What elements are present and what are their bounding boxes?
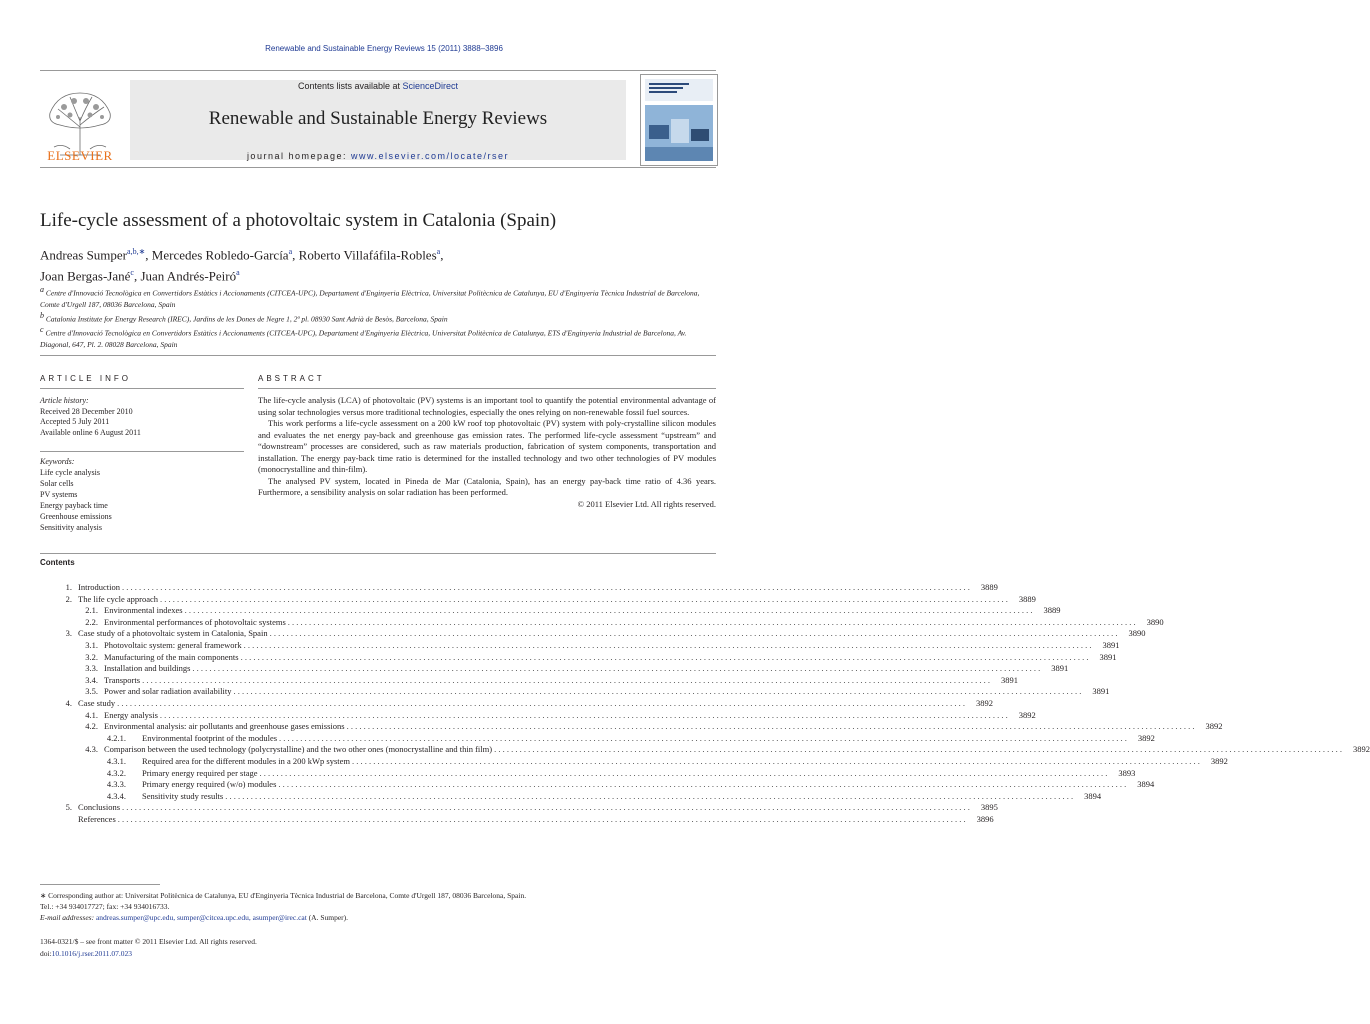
toc-number: 1. bbox=[65, 582, 72, 592]
toc-page-number[interactable]: 3894 bbox=[1137, 779, 1155, 790]
toc-page-number[interactable]: 3892 bbox=[1352, 744, 1370, 755]
toc-entry[interactable] bbox=[40, 605, 1061, 617]
affil-marker: a bbox=[40, 285, 44, 294]
toc-page-number[interactable]: 3892 bbox=[1018, 709, 1036, 720]
toc-title[interactable]: Energy analysis bbox=[104, 709, 158, 720]
history-received: Received 28 December 2010 bbox=[40, 406, 133, 416]
toc-entry[interactable] bbox=[40, 790, 1102, 803]
history-accepted: Accepted 5 July 2011 bbox=[40, 417, 110, 426]
toc-page-number[interactable]: 3892 bbox=[1210, 755, 1228, 766]
toc-leader-dots: . . . . . . . . . . . . . . . . . . . . . . . . . . . . . . . . . . . . . . . . . . . . . . . . . . . . . . . . . . . . . . . . . . . . . . . . . . . . . . . . . . . . . . . . . . . . . . . . . . . . . . . . . . . . . . . . . . . . . . . . . . . . . . . . . . . . . . . . . . . . . . . . . . . . . . . . . . . . . . . . . . . . . . . . . . . . . . . . . . . . . . . . . . . . . . . . . . . . . . . . bbox=[117, 813, 966, 824]
contents-available-line bbox=[130, 81, 626, 91]
toc-entry[interactable] bbox=[40, 593, 1036, 606]
issn-line: 1364-0321/$ – see front matter © 2011 Elsevier Ltd. All rights reserved. bbox=[40, 937, 257, 946]
toc-number: 4.3. bbox=[85, 744, 98, 755]
toc-entry[interactable] bbox=[40, 651, 1117, 664]
toc-number bbox=[40, 814, 72, 826]
doi-link[interactable]: 10.1016/j.rser.2011.07.023 bbox=[51, 949, 133, 958]
homepage-link[interactable]: www.elsevier.com/locate/rser bbox=[351, 151, 510, 161]
toc-page-number[interactable]: 3891 bbox=[1000, 674, 1018, 685]
toc-leader-dots: . . . . . . . . . . . . . . . . . . . . . . . . . . . . . . . . . . . . . . . . . . . . . . . . . . . . . . . . . . . . . . . . . . . . . . . . . . . . . . . . . . . . . . . . . . . . . . . . . . . . . . . . . . . . . . . . . . . . . . . . . . . . . . . . . . . . . . . . . . . . . . . . . . . . . . . . . . . . . . . . . . . . . . . . . . . . . . . . . . . . . . . . . . . . . . . . . . . . . . . . bbox=[243, 639, 1092, 650]
toc-entry[interactable] bbox=[40, 732, 1155, 745]
toc-leader-dots: . . . . . . . . . . . . . . . . . . . . . . . . . . . . . . . . . . . . . . . . . . . . . . . . . . . . . . . . . . . . . . . . . . . . . . . . . . . . . . . . . . . . . . . . . . . . . . . . . . . . . . . . . . . . . . . . . . . . . . . . . . . . . . . . . . . . . . . . . . . . . . . . . . . . . . . . . . . . . . . . . . . . . . . . . . . . . . . . . . . . . . . . . . . . . . . . . . . . . . . . bbox=[494, 744, 1342, 755]
toc-title[interactable]: Environmental performances of photovoltaic systems bbox=[104, 616, 286, 627]
toc-leader-dots: . . . . . . . . . . . . . . . . . . . . . . . . . . . . . . . . . . . . . . . . . . . . . . . . . . . . . . . . . . . . . . . . . . . . . . . . . . . . . . . . . . . . . . . . . . . . . . . . . . . . . . . . . . . . . . . . . . . . . . . . . . . . . . . . . . . . . . . . . . . . . . . . . . . . . . . . . . . . . . . . . . . . . . . . . . . . . . . . . . . . . . . . . . . . . . . . . . . . . . . . bbox=[225, 790, 1074, 801]
affil-marker: b bbox=[40, 310, 44, 320]
toc-title[interactable]: Power and solar radiation availability bbox=[104, 686, 232, 697]
toc-page-number[interactable]: 3889 bbox=[980, 582, 998, 592]
toc-entry[interactable] bbox=[40, 616, 1164, 629]
toc-number: 3. bbox=[65, 628, 72, 639]
email-links[interactable]: andreas.sumper@upc.edu, sumper@citcea.upc.edu, asumper@irec.cat bbox=[95, 913, 307, 922]
toc-title[interactable]: Sensitivity study results bbox=[142, 790, 224, 801]
affiliations bbox=[40, 284, 716, 350]
toc-leader-dots: . . . . . . . . . . . . . . . . . . . . . . . . . . . . . . . . . . . . . . . . . . . . . . . . . . . . . . . . . . . . . . . . . . . . . . . . . . . . . . . . . . . . . . . . . . . . . . . . . . . . . . . . . . . . . . . . . . . . . . . . . . . . . . . . . . . . . . . . . . . . . . . . . . . . . . . . . . . . . . . . . . . . . . . . . . . . . . . . . . . . . . . . . . . . . . . . . . . . . . . . bbox=[233, 686, 1082, 697]
author-affil-sup[interactable]: a bbox=[436, 247, 441, 256]
toc-entry[interactable] bbox=[40, 663, 1069, 675]
keyword: Life cycle analysis bbox=[40, 468, 100, 477]
toc-leader-dots: . . . . . . . . . . . . . . . . . . . . . . . . . . . . . . . . . . . . . . . . . . . . . . . . . . . . . . . . . . . . . . . . . . . . . . . . . . . . . . . . . . . . . . . . . . . . . . . . . . . . . . . . . . . . . . . . . . . . . . . . . . . . . . . . . . . . . . . . . . . . . . . . . . . . . . . . . . . . . . . . . . . . . . . . . . . . . . . . . . . . . . . . . . . . . . . . . . . . . . . . bbox=[160, 593, 1008, 604]
toc-page-number[interactable]: 3892 bbox=[1137, 732, 1155, 743]
journal-citation[interactable]: Renewable and Sustainable Energy Reviews 15 (2011) 3888–3896 bbox=[265, 44, 503, 53]
toc-page-number[interactable]: 3891 bbox=[1099, 651, 1117, 662]
author-affil-sup[interactable]: a bbox=[288, 247, 293, 256]
abstract-body bbox=[258, 395, 716, 510]
toc-page-number[interactable]: 3892 bbox=[975, 697, 993, 708]
toc-leader-dots: . . . . . . . . . . . . . . . . . . . . . . . . . . . . . . . . . . . . . . . . . . . . . . . . . . . . . . . . . . . . . . . . . . . . . . . . . . . . . . . . . . . . . . . . . . . . . . . . . . . . . . . . . . . . . . . . . . . . . . . . . . . . . . . . . . . . . . . . . . . . . . . . . . . . . . . . . . . . . . . . . . . . . . . . . . . . . . . . . . . . . . . . . . . . . . . . . . . . . . . . bbox=[279, 732, 1127, 743]
toc-number: 3.1. bbox=[85, 639, 98, 650]
affiliation-b bbox=[40, 310, 716, 325]
toc-page-number[interactable]: 3894 bbox=[1084, 790, 1102, 801]
toc-entry[interactable] bbox=[40, 709, 1036, 722]
toc-page-number[interactable]: 3895 bbox=[980, 802, 998, 813]
toc-leader-dots: . . . . . . . . . . . . . . . . . . . . . . . . . . . . . . . . . . . . . . . . . . . . . . . . . . . . . . . . . . . . . . . . . . . . . . . . . . . . . . . . . . . . . . . . . . . . . . . . . . . . . . . . . . . . . . . . . . . . . . . . . . . . . . . . . . . . . . . . . . . . . . . . . . . . . . . . . . . . . . . . . . . . . . . . . . . . . . . . . . . . . . . . . . . . . . . . . . . . . . . . bbox=[346, 721, 1195, 732]
toc-page-number[interactable]: 3890 bbox=[1146, 616, 1164, 627]
keyword: Sensitivity analysis bbox=[40, 523, 102, 532]
toc-title[interactable]: Photovoltaic system: general framework bbox=[104, 639, 242, 650]
toc-entry[interactable] bbox=[40, 813, 994, 826]
divider bbox=[40, 355, 716, 356]
article-title: Life-cycle assessment of a photovoltaic system in Catalonia (Spain) bbox=[40, 210, 557, 231]
author-name[interactable]: , Mercedes Robledo-García bbox=[145, 247, 289, 263]
toc-entry[interactable] bbox=[40, 721, 1223, 733]
toc-entry[interactable] bbox=[40, 767, 1136, 780]
corresponding-author: ∗ Corresponding author at: Universitat Politècnica de Catalunya, EU d'Enginyeria Tècnica Industrial de Barcelona, Comte d'Urgell 187, 08036 Barcelona, Spain. bbox=[40, 891, 527, 900]
affil-text: Centre d'Innovació Tecnològica en Convertidors Estàtics i Accionaments (CITCEA-UPC), Departament d'Enginyeria Elèctrica, Universitat Politècnica de Catalunya, EU d'Enginyeria Tècnica Industrial de Barcelona, Comte d'Urgell 187, 08036 Barcelona, Spain bbox=[40, 288, 700, 309]
journal-cover-thumbnail bbox=[640, 74, 718, 166]
toc-entry[interactable] bbox=[40, 802, 998, 814]
toc-leader-dots: . . . . . . . . . . . . . . . . . . . . . . . . . . . . . . . . . . . . . . . . . . . . . . . . . . . . . . . . . . . . . . . . . . . . . . . . . . . . . . . . . . . . . . . . . . . . . . . . . . . . . . . . . . . . . . . . . . . . . . . . . . . . . . . . . . . . . . . . . . . . . . . . . . . . . . . . . . . . . . . . . . . . . . . . . . . . . . . . . . . . . . . . . . . . . . . . . . . . . . . . bbox=[122, 582, 970, 592]
authors-line-1 bbox=[40, 243, 720, 264]
toc-title[interactable]: References bbox=[78, 813, 116, 824]
toc-title[interactable]: The life cycle approach bbox=[78, 593, 158, 604]
toc-page-number[interactable]: 3889 bbox=[1043, 605, 1061, 616]
toc-page-number[interactable]: 3891 bbox=[1102, 639, 1120, 650]
toc-title[interactable]: Conclusions bbox=[78, 802, 121, 813]
email-label: E-mail addresses: bbox=[40, 913, 96, 922]
toc-page-number[interactable]: 3891 bbox=[1051, 663, 1069, 674]
toc-leader-dots: . . . . . . . . . . . . . . . . . . . . . . . . . . . . . . . . . . . . . . . . . . . . . . . . . . . . . . . . . . . . . . . . . . . . . . . . . . . . . . . . . . . . . . . . . . . . . . . . . . . . . . . . . . . . . . . . . . . . . . . . . . . . . . . . . . . . . . . . . . . . . . . . . . . . . . . . . . . . . . . . . . . . . . . . . . . . . . . . . . . . . . . . . . . . . . . . . . . . . . . . bbox=[159, 709, 1008, 720]
abstract-paragraph: The life-cycle analysis (LCA) of photovoltaic (PV) systems is an important tool to quantify the potential environmental advantage of using solar technologies versus more traditional technologies, especially the ones relying on non-renewable fossil fuel sources. bbox=[258, 395, 716, 417]
toc-number: 2.2. bbox=[85, 616, 98, 627]
toc-number: 3.3. bbox=[85, 663, 98, 674]
toc-entry[interactable] bbox=[40, 582, 998, 594]
keyword: Energy payback time bbox=[40, 501, 108, 510]
email-line bbox=[40, 912, 720, 923]
toc-leader-dots: . . . . . . . . . . . . . . . . . . . . . . . . . . . . . . . . . . . . . . . . . . . . . . . . . . . . . . . . . . . . . . . . . . . . . . . . . . . . . . . . . . . . . . . . . . . . . . . . . . . . . . . . . . . . . . . . . . . . . . . . . . . . . . . . . . . . . . . . . . . . . . . . . . . . . . . . . . . . . . . . . . . . . . . . . . . . . . . . . . . . . . . . . . . . . . . . . . . . . . . . bbox=[142, 674, 990, 685]
toc-number: 2. bbox=[65, 593, 72, 604]
affiliation-c bbox=[40, 324, 716, 350]
toc-page-number[interactable]: 3891 bbox=[1092, 686, 1110, 697]
toc-entry[interactable] bbox=[40, 755, 1228, 768]
toc-number: 2.1. bbox=[85, 605, 98, 616]
authors-line-2 bbox=[40, 264, 720, 285]
contents-prefix: Contents lists available at bbox=[297, 81, 403, 91]
toc-title[interactable]: Case study of a photovoltaic system in Catalonia, Spain bbox=[78, 628, 268, 639]
author-list bbox=[40, 243, 720, 286]
author-name[interactable]: , Roberto Villafáfila-Robles bbox=[292, 247, 437, 263]
toc-leader-dots: . . . . . . . . . . . . . . . . . . . . . . . . . . . . . . . . . . . . . . . . . . . . . . . . . . . . . . . . . . . . . . . . . . . . . . . . . . . . . . . . . . . . . . . . . . . . . . . . . . . . . . . . . . . . . . . . . . . . . . . . . . . . . . . . . . . . . . . . . . . . . . . . . . . . . . . . . . . . . . . . . . . . . . . . . . . . . . . . . . . . . . . . . . . . . . . . . . . . . . . . bbox=[269, 628, 1118, 639]
keyword: Greenhouse emissions bbox=[40, 512, 112, 521]
history-online: Available online 6 August 2011 bbox=[40, 427, 141, 437]
keyword: Solar cells bbox=[40, 479, 74, 488]
toc-number: 4.3.1. bbox=[106, 755, 126, 766]
keywords bbox=[40, 456, 240, 533]
toc-leader-dots: . . . . . . . . . . . . . . . . . . . . . . . . . . . . . . . . . . . . . . . . . . . . . . . . . . . . . . . . . . . . . . . . . . . . . . . . . . . . . . . . . . . . . . . . . . . . . . . . . . . . . . . . . . . . . . . . . . . . . . . . . . . . . . . . . . . . . . . . . . . . . . . . . . . . . . . . . . . . . . . . . . . . . . . . . . . . . . . . . . . . . . . . . . . . . . . . . . . . . . . . bbox=[352, 755, 1200, 766]
contents-heading: Contents bbox=[40, 558, 75, 567]
toc-page-number[interactable]: 3893 bbox=[1118, 767, 1136, 778]
toc-page-number[interactable]: 3896 bbox=[976, 813, 994, 824]
toc-title[interactable]: Manufacturing of the main components bbox=[104, 651, 239, 662]
footnote-divider bbox=[40, 884, 160, 885]
toc-title[interactable]: Required area for the different modules in a 200 kWp system bbox=[142, 755, 351, 766]
author-affil-sup[interactable]: a,b,∗ bbox=[127, 247, 146, 256]
article-history bbox=[40, 396, 240, 438]
author-affil-sup[interactable]: c bbox=[130, 268, 134, 278]
sciencedirect-link[interactable]: ScienceDirect bbox=[402, 81, 459, 91]
toc-number: 3.2. bbox=[85, 651, 98, 662]
keyword: PV systems bbox=[40, 490, 78, 499]
footnote bbox=[40, 890, 720, 923]
toc-leader-dots: . . . . . . . . . . . . . . . . . . . . . . . . . . . . . . . . . . . . . . . . . . . . . . . . . . . . . . . . . . . . . . . . . . . . . . . . . . . . . . . . . . . . . . . . . . . . . . . . . . . . . . . . . . . . . . . . . . . . . . . . . . . . . . . . . . . . . . . . . . . . . . . . . . . . . . . . . . . . . . . . . . . . . . . . . . . . . . . . . . . . . . . . . . . . . . . . . . . . . . . . bbox=[240, 651, 1089, 662]
toc-title[interactable]: Case study bbox=[78, 697, 116, 708]
divider bbox=[40, 451, 244, 452]
affil-text: Catalonia Institute for Energy Research (IREC), Jardins de les Dones de Negre 1, 2ª pl. 08930 Sant Adrià de Besòs, Barcelona, Spain bbox=[44, 314, 448, 323]
toc-page-number[interactable]: 3889 bbox=[1018, 593, 1036, 604]
toc-title[interactable]: Installation and buildings bbox=[104, 663, 191, 674]
toc-entry[interactable] bbox=[40, 674, 1018, 687]
toc-leader-dots: . . . . . . . . . . . . . . . . . . . . . . . . . . . . . . . . . . . . . . . . . . . . . . . . . . . . . . . . . . . . . . . . . . . . . . . . . . . . . . . . . . . . . . . . . . . . . . . . . . . . . . . . . . . . . . . . . . . . . . . . . . . . . . . . . . . . . . . . . . . . . . . . . . . . . . . . . . . . . . . . . . . . . . . . . . . . . . . . . . . . . . . . . . . . . . . . . . . . . . . . bbox=[278, 779, 1127, 790]
history-label: Article history: bbox=[40, 396, 89, 405]
toc-number: 4.1. bbox=[85, 709, 98, 720]
toc-number: 4.2.1. bbox=[106, 732, 126, 743]
author-separator: , bbox=[440, 247, 444, 263]
abstract-copyright: © 2011 Elsevier Ltd. All rights reserved. bbox=[577, 498, 716, 509]
toc-leader-dots: . . . . . . . . . . . . . . . . . . . . . . . . . . . . . . . . . . . . . . . . . . . . . . . . . . . . . . . . . . . . . . . . . . . . . . . . . . . . . . . . . . . . . . . . . . . . . . . . . . . . . . . . . . . . . . . . . . . . . . . . . . . . . . . . . . . . . . . . . . . . . . . . . . . . . . . . . . . . . . . . . . . . . . . . . . . . . . . . . . . . . . . . . . . . . . . . . . . . . . . . bbox=[192, 663, 1041, 674]
toc-number: 3.5. bbox=[85, 686, 98, 697]
toc-title[interactable]: Environmental analysis: air pollutants and greenhouse gases emissions bbox=[104, 721, 345, 732]
issn-block bbox=[40, 936, 440, 960]
email-suffix: (A. Sumper). bbox=[306, 913, 349, 922]
keywords-label: Keywords: bbox=[40, 457, 75, 466]
toc-entry[interactable] bbox=[40, 628, 1146, 640]
toc-title[interactable]: Primary energy required per stage bbox=[142, 767, 258, 778]
toc-title[interactable]: Environmental indexes bbox=[104, 605, 183, 616]
toc-entry[interactable] bbox=[40, 639, 1120, 652]
toc-title[interactable]: Environmental footprint of the modules bbox=[142, 732, 278, 743]
homepage-prefix: journal homepage: bbox=[246, 151, 351, 161]
toc-number: 5. bbox=[65, 802, 72, 813]
toc-number: 4.3.3. bbox=[106, 779, 126, 790]
toc-title[interactable]: Introduction bbox=[78, 582, 121, 592]
author-name[interactable]: Andreas Sumper bbox=[40, 247, 128, 263]
abstract-heading: ABSTRACT bbox=[258, 374, 325, 383]
toc-entry[interactable] bbox=[40, 744, 1370, 756]
toc-number: 4. bbox=[65, 697, 72, 708]
toc-title[interactable]: Transports bbox=[104, 674, 141, 685]
toc-page-number[interactable]: 3890 bbox=[1128, 628, 1146, 639]
author-name[interactable]: Joan Bergas-Jané bbox=[40, 268, 131, 284]
affil-text: Centre d'Innovació Tecnològica en Convertidors Estàtics i Accionaments (CITCEA-UPC), Departament d'Enginyeria Elèctrica, Universitat Politècnica de Catalunya, ETS d'Enginyeria Industrial de Barcelona, Av. Diagonal, 647, Pl. 2. 08028 Barcelona, Spain bbox=[40, 328, 687, 349]
affil-marker: c bbox=[40, 325, 44, 334]
toc-entry[interactable] bbox=[40, 686, 1110, 698]
doi-prefix: doi: bbox=[40, 949, 52, 958]
table-of-contents bbox=[40, 582, 1370, 825]
journal-homepage bbox=[130, 151, 626, 161]
abstract-paragraph: The analysed PV system, located in Pineda de Mar (Catalonia, Spain), has an energy pay-back time ratio of 4.36 years. Furthermore, a sensibility analysis on solar radiation has been performed. bbox=[258, 475, 716, 497]
toc-leader-dots: . . . . . . . . . . . . . . . . . . . . . . . . . . . . . . . . . . . . . . . . . . . . . . . . . . . . . . . . . . . . . . . . . . . . . . . . . . . . . . . . . . . . . . . . . . . . . . . . . . . . . . . . . . . . . . . . . . . . . . . . . . . . . . . . . . . . . . . . . . . . . . . . . . . . . . . . . . . . . . . . . . . . . . . . . . . . . . . . . . . . . . . . . . . . . . . . . . . . . . . . bbox=[184, 605, 1033, 616]
phone-fax: Tel.: +34 934017727; fax: +34 934016733. bbox=[40, 902, 170, 911]
toc-number: 4.3.2. bbox=[106, 767, 126, 778]
divider bbox=[40, 388, 244, 389]
divider bbox=[40, 553, 716, 554]
journal-title: Renewable and Sustainable Energy Reviews bbox=[208, 108, 548, 129]
toc-number: 4.2. bbox=[85, 721, 98, 732]
author-affil-sup[interactable]: a bbox=[236, 268, 240, 278]
toc-title[interactable]: Comparison between the used technology (polycrystalline) and the two other ones (monocrystalline and thin film) bbox=[104, 744, 493, 755]
toc-leader-dots: . . . . . . . . . . . . . . . . . . . . . . . . . . . . . . . . . . . . . . . . . . . . . . . . . . . . . . . . . . . . . . . . . . . . . . . . . . . . . . . . . . . . . . . . . . . . . . . . . . . . . . . . . . . . . . . . . . . . . . . . . . . . . . . . . . . . . . . . . . . . . . . . . . . . . . . . . . . . . . . . . . . . . . . . . . . . . . . . . . . . . . . . . . . . . . . . . . . . . . . . bbox=[259, 767, 1108, 778]
toc-entry[interactable] bbox=[40, 697, 993, 710]
toc-number: 4.3.4. bbox=[106, 790, 126, 801]
author-name[interactable]: , Juan Andrés-Peiró bbox=[133, 268, 237, 284]
elsevier-wordmark: ELSEVIER bbox=[47, 148, 113, 163]
toc-leader-dots: . . . . . . . . . . . . . . . . . . . . . . . . . . . . . . . . . . . . . . . . . . . . . . . . . . . . . . . . . . . . . . . . . . . . . . . . . . . . . . . . . . . . . . . . . . . . . . . . . . . . . . . . . . . . . . . . . . . . . . . . . . . . . . . . . . . . . . . . . . . . . . . . . . . . . . . . . . . . . . . . . . . . . . . . . . . . . . . . . . . . . . . . . . . . . . . . . . . . . . . . bbox=[287, 616, 1136, 627]
toc-title[interactable]: Primary energy required (w/o) modules bbox=[142, 779, 277, 790]
toc-number: 3.4. bbox=[85, 674, 98, 685]
divider bbox=[258, 388, 716, 389]
abstract-paragraph: This work performs a life-cycle assessment on a 200 kW roof top photovoltaic (PV) system with poly-crystalline silicon modules and evaluates the net energy pay-back and greenhouse gas emission rates. The performed life-cycle assessment “upstream” and “downstream” processes are considered, such as raw materials production, fabrication of system components, transportation and installation. The energy pay-back time ratio is determined for the installed technology and two other technologies of PV modules (monocrystalline and thin-film). bbox=[258, 418, 716, 474]
affiliation-a bbox=[40, 284, 716, 310]
toc-page-number[interactable]: 3892 bbox=[1205, 721, 1223, 732]
article-info-heading: ARTICLE INFO bbox=[40, 374, 131, 383]
toc-entry[interactable] bbox=[40, 779, 1155, 791]
toc-leader-dots: . . . . . . . . . . . . . . . . . . . . . . . . . . . . . . . . . . . . . . . . . . . . . . . . . . . . . . . . . . . . . . . . . . . . . . . . . . . . . . . . . . . . . . . . . . . . . . . . . . . . . . . . . . . . . . . . . . . . . . . . . . . . . . . . . . . . . . . . . . . . . . . . . . . . . . . . . . . . . . . . . . . . . . . . . . . . . . . . . . . . . . . . . . . . . . . . . . . . . . . . bbox=[122, 802, 970, 813]
toc-leader-dots: . . . . . . . . . . . . . . . . . . . . . . . . . . . . . . . . . . . . . . . . . . . . . . . . . . . . . . . . . . . . . . . . . . . . . . . . . . . . . . . . . . . . . . . . . . . . . . . . . . . . . . . . . . . . . . . . . . . . . . . . . . . . . . . . . . . . . . . . . . . . . . . . . . . . . . . . . . . . . . . . . . . . . . . . . . . . . . . . . . . . . . . . . . . . . . . . . . . . . . . . bbox=[117, 697, 965, 708]
doi-line bbox=[40, 948, 440, 960]
